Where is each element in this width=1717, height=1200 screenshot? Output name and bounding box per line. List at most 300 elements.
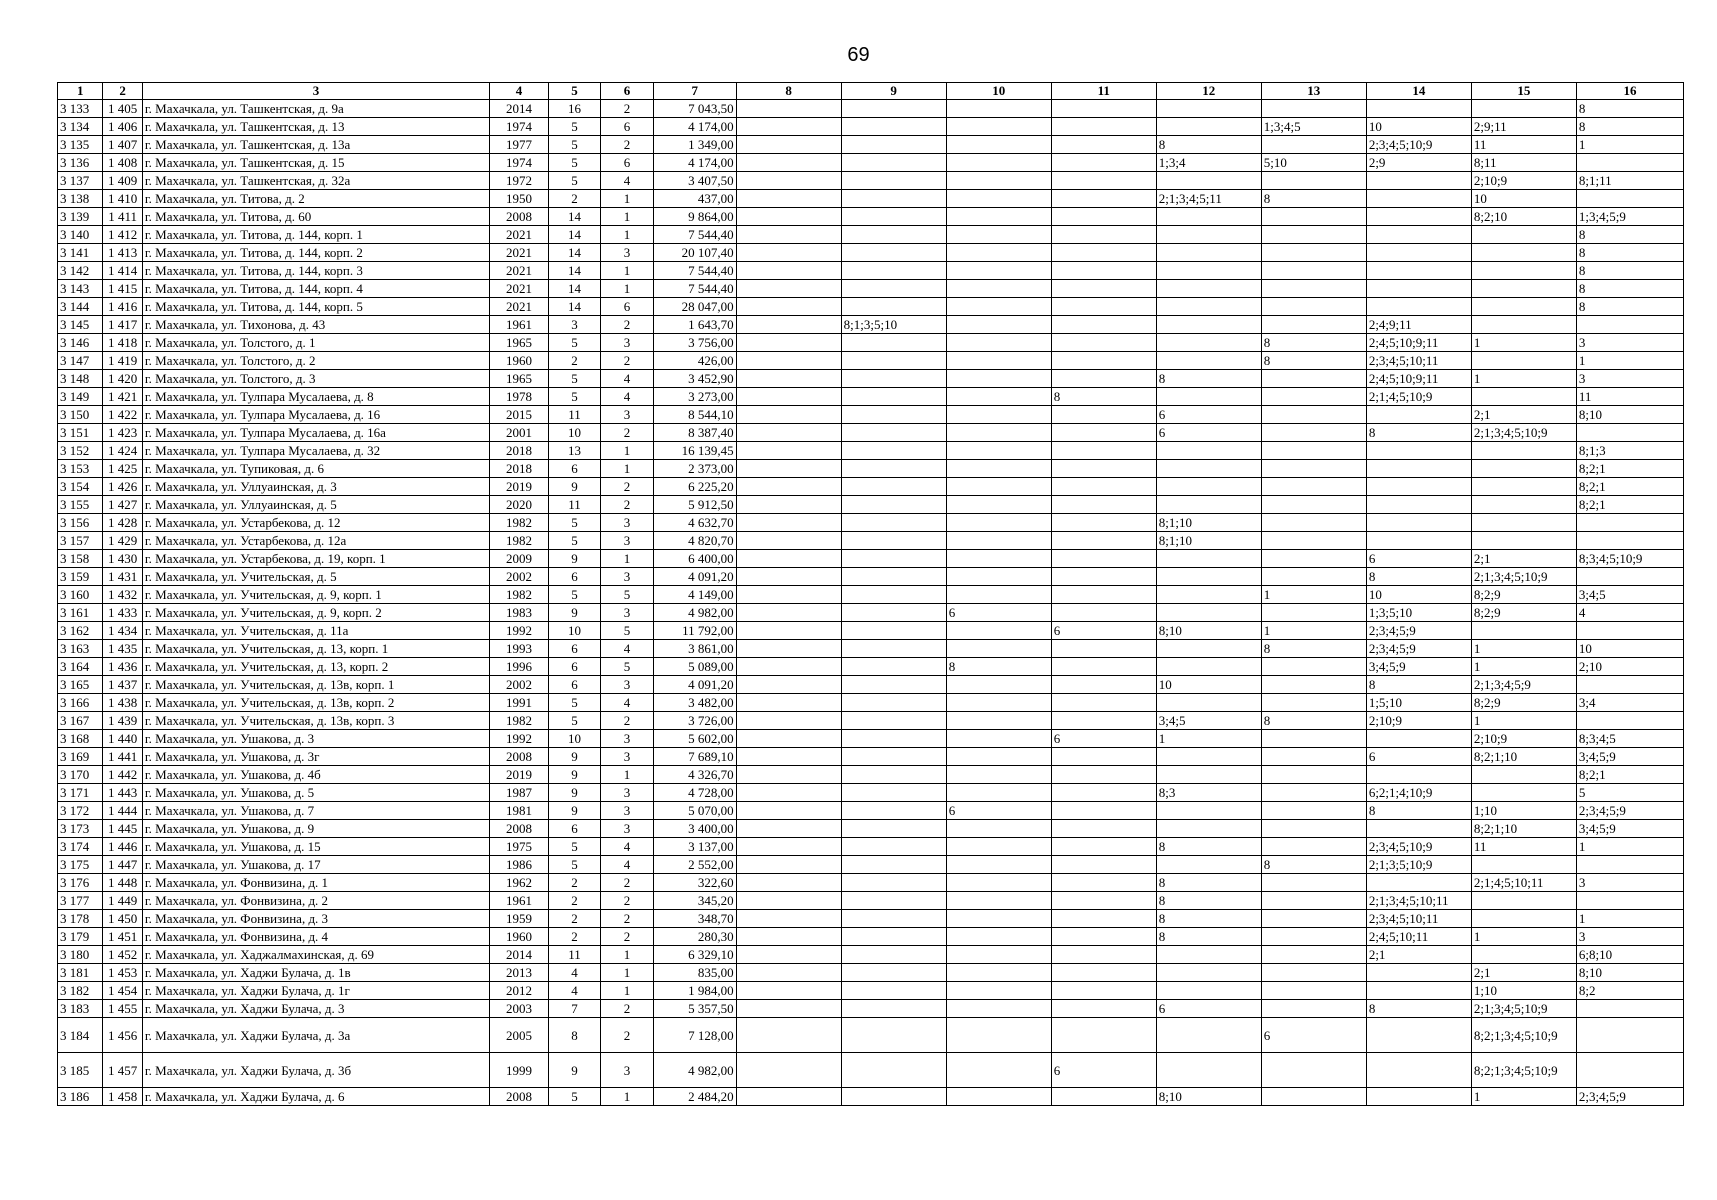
cell-col-4: 2019 bbox=[490, 478, 549, 496]
cell-col-16: 8;2;1 bbox=[1576, 766, 1683, 784]
cell-col-13: 8 bbox=[1261, 856, 1366, 874]
cell-col-4: 2008 bbox=[490, 820, 549, 838]
cell-col-16: 3 bbox=[1576, 928, 1683, 946]
table-row bbox=[58, 118, 1684, 136]
table-row bbox=[58, 1018, 1684, 1053]
cell-col-12 bbox=[1156, 694, 1261, 712]
cell-col-8 bbox=[736, 460, 841, 478]
cell-col-1: 3 152 bbox=[58, 442, 103, 460]
cell-col-11 bbox=[1051, 874, 1156, 892]
cell-col-16: 8;2;1 bbox=[1576, 478, 1683, 496]
cell-col-1: 3 154 bbox=[58, 478, 103, 496]
cell-col-16: 8 bbox=[1576, 244, 1683, 262]
cell-col-14 bbox=[1366, 820, 1471, 838]
cell-col-7: 7 544,40 bbox=[653, 280, 736, 298]
cell-col-10 bbox=[946, 460, 1051, 478]
cell-col-9 bbox=[841, 532, 946, 550]
cell-col-16: 1;3;4;5;9 bbox=[1576, 208, 1683, 226]
cell-col-11 bbox=[1051, 208, 1156, 226]
cell-col-2: 1 428 bbox=[103, 514, 142, 532]
cell-col-5: 14 bbox=[548, 280, 601, 298]
cell-col-14 bbox=[1366, 1088, 1471, 1106]
cell-col-16: 4 bbox=[1576, 604, 1683, 622]
cell-col-3: г. Махачкала, ул. Фонвизина, д. 2 bbox=[142, 892, 489, 910]
cell-col-10 bbox=[946, 928, 1051, 946]
cell-col-1: 3 151 bbox=[58, 424, 103, 442]
cell-col-6: 1 bbox=[601, 766, 654, 784]
cell-col-10 bbox=[946, 640, 1051, 658]
cell-col-12 bbox=[1156, 334, 1261, 352]
cell-col-11 bbox=[1051, 892, 1156, 910]
table-row bbox=[58, 820, 1684, 838]
cell-col-13 bbox=[1261, 514, 1366, 532]
cell-col-7: 3 407,50 bbox=[653, 172, 736, 190]
cell-col-3: г. Махачкала, ул. Ушакова, д. 3 bbox=[142, 730, 489, 748]
cell-col-3: г. Махачкала, ул. Устарбекова, д. 19, корп. 1 bbox=[142, 550, 489, 568]
cell-col-10 bbox=[946, 586, 1051, 604]
table-row bbox=[58, 532, 1684, 550]
cell-col-15 bbox=[1471, 226, 1576, 244]
cell-col-8 bbox=[736, 730, 841, 748]
cell-col-15: 1 bbox=[1471, 712, 1576, 730]
cell-col-1: 3 158 bbox=[58, 550, 103, 568]
cell-col-7: 4 149,00 bbox=[653, 586, 736, 604]
cell-col-3: г. Махачкала, ул. Уллуаинская, д. 5 bbox=[142, 496, 489, 514]
cell-col-5: 9 bbox=[548, 748, 601, 766]
cell-col-12: 10 bbox=[1156, 676, 1261, 694]
cell-col-16: 8;1;11 bbox=[1576, 172, 1683, 190]
table-row bbox=[58, 424, 1684, 442]
cell-col-8 bbox=[736, 856, 841, 874]
cell-col-6: 3 bbox=[601, 748, 654, 766]
cell-col-1: 3 185 bbox=[58, 1053, 103, 1088]
cell-col-9 bbox=[841, 190, 946, 208]
cell-col-7: 3 452,90 bbox=[653, 370, 736, 388]
cell-col-6: 1 bbox=[601, 550, 654, 568]
cell-col-9 bbox=[841, 298, 946, 316]
cell-col-2: 1 449 bbox=[103, 892, 142, 910]
cell-col-7: 7 544,40 bbox=[653, 226, 736, 244]
cell-col-2: 1 407 bbox=[103, 136, 142, 154]
cell-col-14 bbox=[1366, 982, 1471, 1000]
cell-col-9 bbox=[841, 406, 946, 424]
cell-col-15: 2;1;3;4;5;10;9 bbox=[1471, 568, 1576, 586]
table-row bbox=[58, 874, 1684, 892]
header-row bbox=[58, 83, 1684, 100]
cell-col-15: 1 bbox=[1471, 370, 1576, 388]
cell-col-14: 8 bbox=[1366, 676, 1471, 694]
cell-col-13 bbox=[1261, 298, 1366, 316]
cell-col-16: 1 bbox=[1576, 136, 1683, 154]
cell-col-9 bbox=[841, 946, 946, 964]
cell-col-9 bbox=[841, 172, 946, 190]
cell-col-5: 14 bbox=[548, 262, 601, 280]
cell-col-6: 1 bbox=[601, 964, 654, 982]
table-row bbox=[58, 316, 1684, 334]
cell-col-6: 5 bbox=[601, 658, 654, 676]
cell-col-4: 2018 bbox=[490, 442, 549, 460]
cell-col-14 bbox=[1366, 874, 1471, 892]
cell-col-8 bbox=[736, 784, 841, 802]
cell-col-2: 1 408 bbox=[103, 154, 142, 172]
cell-col-14 bbox=[1366, 766, 1471, 784]
cell-col-5: 5 bbox=[548, 694, 601, 712]
cell-col-14 bbox=[1366, 244, 1471, 262]
cell-col-7: 5 357,50 bbox=[653, 1000, 736, 1018]
cell-col-5: 4 bbox=[548, 964, 601, 982]
cell-col-16: 8;2 bbox=[1576, 982, 1683, 1000]
cell-col-2: 1 416 bbox=[103, 298, 142, 316]
cell-col-5: 5 bbox=[548, 712, 601, 730]
cell-col-9 bbox=[841, 730, 946, 748]
cell-col-1: 3 145 bbox=[58, 316, 103, 334]
cell-col-5: 5 bbox=[548, 514, 601, 532]
cell-col-1: 3 147 bbox=[58, 352, 103, 370]
table-row bbox=[58, 370, 1684, 388]
cell-col-11 bbox=[1051, 514, 1156, 532]
cell-col-8 bbox=[736, 172, 841, 190]
cell-col-14: 2;1;3;5;10;9 bbox=[1366, 856, 1471, 874]
cell-col-2: 1 439 bbox=[103, 712, 142, 730]
cell-col-7: 2 552,00 bbox=[653, 856, 736, 874]
cell-col-10 bbox=[946, 532, 1051, 550]
cell-col-11 bbox=[1051, 172, 1156, 190]
cell-col-15: 2;1;3;4;5;10;9 bbox=[1471, 424, 1576, 442]
cell-col-13 bbox=[1261, 280, 1366, 298]
cell-col-16 bbox=[1576, 568, 1683, 586]
cell-col-6: 4 bbox=[601, 838, 654, 856]
cell-col-2: 1 425 bbox=[103, 460, 142, 478]
cell-col-15: 8;2;1;3;4;5;10;9 bbox=[1471, 1018, 1576, 1053]
cell-col-14 bbox=[1366, 406, 1471, 424]
cell-col-1: 3 175 bbox=[58, 856, 103, 874]
cell-col-5: 9 bbox=[548, 478, 601, 496]
cell-col-9 bbox=[841, 1088, 946, 1106]
table-row bbox=[58, 658, 1684, 676]
cell-col-14: 2;3;4;5;9 bbox=[1366, 622, 1471, 640]
cell-col-7: 3 861,00 bbox=[653, 640, 736, 658]
table-row bbox=[58, 262, 1684, 280]
cell-col-15 bbox=[1471, 352, 1576, 370]
cell-col-3: г. Махачкала, ул. Уллуаинская, д. 3 bbox=[142, 478, 489, 496]
cell-col-14: 8 bbox=[1366, 1000, 1471, 1018]
cell-col-3: г. Махачкала, ул. Титова, д. 144, корп. 1 bbox=[142, 226, 489, 244]
table-row bbox=[58, 622, 1684, 640]
cell-col-16: 3;4 bbox=[1576, 694, 1683, 712]
cell-col-12 bbox=[1156, 442, 1261, 460]
cell-col-12 bbox=[1156, 352, 1261, 370]
cell-col-11 bbox=[1051, 460, 1156, 478]
cell-col-10 bbox=[946, 622, 1051, 640]
cell-col-11 bbox=[1051, 496, 1156, 514]
cell-col-14 bbox=[1366, 262, 1471, 280]
cell-col-1: 3 186 bbox=[58, 1088, 103, 1106]
cell-col-7: 11 792,00 bbox=[653, 622, 736, 640]
cell-col-12: 8 bbox=[1156, 838, 1261, 856]
cell-col-14 bbox=[1366, 1053, 1471, 1088]
cell-col-14: 6;2;1;4;10;9 bbox=[1366, 784, 1471, 802]
cell-col-10 bbox=[946, 226, 1051, 244]
cell-col-1: 3 161 bbox=[58, 604, 103, 622]
cell-col-2: 1 431 bbox=[103, 568, 142, 586]
cell-col-5: 9 bbox=[548, 784, 601, 802]
cell-col-7: 4 728,00 bbox=[653, 784, 736, 802]
cell-col-6: 3 bbox=[601, 784, 654, 802]
cell-col-11 bbox=[1051, 370, 1156, 388]
cell-col-16 bbox=[1576, 1018, 1683, 1053]
cell-col-9 bbox=[841, 856, 946, 874]
cell-col-16: 2;10 bbox=[1576, 658, 1683, 676]
cell-col-5: 16 bbox=[548, 100, 601, 118]
cell-col-8 bbox=[736, 928, 841, 946]
cell-col-4: 2021 bbox=[490, 298, 549, 316]
cell-col-3: г. Махачкала, ул. Тихонова, д. 43 bbox=[142, 316, 489, 334]
column-header-10: 10 bbox=[946, 83, 1051, 100]
table-row bbox=[58, 964, 1684, 982]
cell-col-11 bbox=[1051, 640, 1156, 658]
cell-col-9 bbox=[841, 118, 946, 136]
cell-col-6: 2 bbox=[601, 478, 654, 496]
cell-col-13: 1;3;4;5 bbox=[1261, 118, 1366, 136]
cell-col-16: 8 bbox=[1576, 298, 1683, 316]
cell-col-13 bbox=[1261, 532, 1366, 550]
cell-col-11 bbox=[1051, 820, 1156, 838]
cell-col-5: 6 bbox=[548, 676, 601, 694]
cell-col-9 bbox=[841, 766, 946, 784]
cell-col-3: г. Махачкала, ул. Учительская, д. 9, корп. 1 bbox=[142, 586, 489, 604]
cell-col-2: 1 441 bbox=[103, 748, 142, 766]
cell-col-6: 3 bbox=[601, 514, 654, 532]
cell-col-10 bbox=[946, 568, 1051, 586]
cell-col-3: г. Махачкала, ул. Толстого, д. 2 bbox=[142, 352, 489, 370]
cell-col-4: 1999 bbox=[490, 1053, 549, 1088]
cell-col-2: 1 448 bbox=[103, 874, 142, 892]
cell-col-15: 2;10;9 bbox=[1471, 730, 1576, 748]
cell-col-16: 8 bbox=[1576, 280, 1683, 298]
cell-col-8 bbox=[736, 550, 841, 568]
cell-col-3: г. Махачкала, ул. Титова, д. 144, корп. 5 bbox=[142, 298, 489, 316]
cell-col-10 bbox=[946, 100, 1051, 118]
cell-col-8 bbox=[736, 100, 841, 118]
cell-col-2: 1 443 bbox=[103, 784, 142, 802]
cell-col-10 bbox=[946, 190, 1051, 208]
cell-col-13 bbox=[1261, 262, 1366, 280]
cell-col-9 bbox=[841, 424, 946, 442]
cell-col-14 bbox=[1366, 172, 1471, 190]
cell-col-2: 1 457 bbox=[103, 1053, 142, 1088]
cell-col-1: 3 157 bbox=[58, 532, 103, 550]
cell-col-13 bbox=[1261, 838, 1366, 856]
table-row bbox=[58, 586, 1684, 604]
cell-col-11 bbox=[1051, 982, 1156, 1000]
cell-col-16 bbox=[1576, 892, 1683, 910]
table-row bbox=[58, 442, 1684, 460]
table-row bbox=[58, 190, 1684, 208]
cell-col-5: 9 bbox=[548, 766, 601, 784]
cell-col-4: 1987 bbox=[490, 784, 549, 802]
cell-col-7: 6 329,10 bbox=[653, 946, 736, 964]
cell-col-1: 3 149 bbox=[58, 388, 103, 406]
cell-col-5: 5 bbox=[548, 136, 601, 154]
cell-col-7: 9 864,00 bbox=[653, 208, 736, 226]
cell-col-2: 1 419 bbox=[103, 352, 142, 370]
table-row bbox=[58, 514, 1684, 532]
cell-col-5: 9 bbox=[548, 550, 601, 568]
column-header-13: 13 bbox=[1261, 83, 1366, 100]
cell-col-9 bbox=[841, 280, 946, 298]
cell-col-13: 1 bbox=[1261, 622, 1366, 640]
cell-col-15 bbox=[1471, 460, 1576, 478]
cell-col-5: 5 bbox=[548, 532, 601, 550]
cell-col-12 bbox=[1156, 172, 1261, 190]
cell-col-10 bbox=[946, 856, 1051, 874]
cell-col-11 bbox=[1051, 262, 1156, 280]
cell-col-13 bbox=[1261, 1053, 1366, 1088]
cell-col-16 bbox=[1576, 316, 1683, 334]
table-row bbox=[58, 568, 1684, 586]
cell-col-13 bbox=[1261, 748, 1366, 766]
cell-col-14 bbox=[1366, 478, 1471, 496]
cell-col-4: 1975 bbox=[490, 838, 549, 856]
cell-col-4: 2013 bbox=[490, 964, 549, 982]
cell-col-12 bbox=[1156, 226, 1261, 244]
cell-col-8 bbox=[736, 334, 841, 352]
cell-col-16: 8;3;4;5 bbox=[1576, 730, 1683, 748]
cell-col-12: 3;4;5 bbox=[1156, 712, 1261, 730]
cell-col-5: 6 bbox=[548, 568, 601, 586]
cell-col-14 bbox=[1366, 496, 1471, 514]
cell-col-15 bbox=[1471, 388, 1576, 406]
cell-col-15: 8;2;1;3;4;5;10;9 bbox=[1471, 1053, 1576, 1088]
column-header-9: 9 bbox=[841, 83, 946, 100]
cell-col-10 bbox=[946, 424, 1051, 442]
cell-col-9 bbox=[841, 478, 946, 496]
cell-col-12: 6 bbox=[1156, 1000, 1261, 1018]
table-row bbox=[58, 694, 1684, 712]
cell-col-2: 1 418 bbox=[103, 334, 142, 352]
cell-col-16: 8;2;1 bbox=[1576, 460, 1683, 478]
cell-col-6: 2 bbox=[601, 928, 654, 946]
cell-col-8 bbox=[736, 154, 841, 172]
cell-col-16: 11 bbox=[1576, 388, 1683, 406]
cell-col-1: 3 134 bbox=[58, 118, 103, 136]
cell-col-6: 3 bbox=[601, 406, 654, 424]
cell-col-3: г. Махачкала, ул. Хаджи Булача, д. 3а bbox=[142, 1018, 489, 1053]
cell-col-4: 1950 bbox=[490, 190, 549, 208]
cell-col-2: 1 442 bbox=[103, 766, 142, 784]
cell-col-4: 1978 bbox=[490, 388, 549, 406]
cell-col-14: 2;3;4;5;10;9 bbox=[1366, 136, 1471, 154]
cell-col-2: 1 437 bbox=[103, 676, 142, 694]
cell-col-12: 8 bbox=[1156, 370, 1261, 388]
table-row bbox=[58, 1000, 1684, 1018]
cell-col-14 bbox=[1366, 532, 1471, 550]
cell-col-4: 1986 bbox=[490, 856, 549, 874]
cell-col-7: 4 174,00 bbox=[653, 118, 736, 136]
cell-col-2: 1 413 bbox=[103, 244, 142, 262]
cell-col-5: 2 bbox=[548, 892, 601, 910]
cell-col-15: 8;2;10 bbox=[1471, 208, 1576, 226]
cell-col-1: 3 146 bbox=[58, 334, 103, 352]
cell-col-2: 1 427 bbox=[103, 496, 142, 514]
cell-col-15 bbox=[1471, 442, 1576, 460]
cell-col-12 bbox=[1156, 586, 1261, 604]
cell-col-11 bbox=[1051, 244, 1156, 262]
cell-col-13 bbox=[1261, 424, 1366, 442]
table-row bbox=[58, 478, 1684, 496]
cell-col-1: 3 156 bbox=[58, 514, 103, 532]
cell-col-14: 8 bbox=[1366, 802, 1471, 820]
cell-col-7: 2 373,00 bbox=[653, 460, 736, 478]
table-row bbox=[58, 946, 1684, 964]
cell-col-13 bbox=[1261, 550, 1366, 568]
cell-col-6: 1 bbox=[601, 280, 654, 298]
cell-col-1: 3 168 bbox=[58, 730, 103, 748]
cell-col-1: 3 160 bbox=[58, 586, 103, 604]
cell-col-3: г. Махачкала, ул. Ташкентская, д. 9а bbox=[142, 100, 489, 118]
cell-col-14: 2;4;9;11 bbox=[1366, 316, 1471, 334]
cell-col-9 bbox=[841, 514, 946, 532]
cell-col-15: 2;9;11 bbox=[1471, 118, 1576, 136]
table-body bbox=[58, 100, 1684, 1106]
cell-col-12: 8;1;10 bbox=[1156, 532, 1261, 550]
cell-col-5: 2 bbox=[548, 352, 601, 370]
cell-col-11 bbox=[1051, 100, 1156, 118]
cell-col-8 bbox=[736, 892, 841, 910]
cell-col-8 bbox=[736, 208, 841, 226]
cell-col-10 bbox=[946, 1018, 1051, 1053]
cell-col-12 bbox=[1156, 748, 1261, 766]
cell-col-13 bbox=[1261, 316, 1366, 334]
cell-col-4: 2001 bbox=[490, 424, 549, 442]
cell-col-8 bbox=[736, 262, 841, 280]
cell-col-14 bbox=[1366, 460, 1471, 478]
cell-col-12: 6 bbox=[1156, 424, 1261, 442]
cell-col-12 bbox=[1156, 280, 1261, 298]
cell-col-12 bbox=[1156, 766, 1261, 784]
column-header-2: 2 bbox=[103, 83, 142, 100]
cell-col-14: 2;4;5;10;9;11 bbox=[1366, 370, 1471, 388]
cell-col-13: 8 bbox=[1261, 712, 1366, 730]
cell-col-9 bbox=[841, 640, 946, 658]
cell-col-1: 3 135 bbox=[58, 136, 103, 154]
cell-col-3: г. Махачкала, ул. Титова, д. 2 bbox=[142, 190, 489, 208]
cell-col-4: 2009 bbox=[490, 550, 549, 568]
table-row bbox=[58, 460, 1684, 478]
cell-col-7: 1 984,00 bbox=[653, 982, 736, 1000]
cell-col-6: 5 bbox=[601, 586, 654, 604]
table-row bbox=[58, 280, 1684, 298]
cell-col-14 bbox=[1366, 100, 1471, 118]
cell-col-6: 1 bbox=[601, 442, 654, 460]
cell-col-9 bbox=[841, 1018, 946, 1053]
table-row bbox=[58, 676, 1684, 694]
cell-col-9 bbox=[841, 100, 946, 118]
cell-col-2: 1 446 bbox=[103, 838, 142, 856]
cell-col-7: 5 912,50 bbox=[653, 496, 736, 514]
cell-col-2: 1 422 bbox=[103, 406, 142, 424]
cell-col-6: 2 bbox=[601, 712, 654, 730]
cell-col-14 bbox=[1366, 514, 1471, 532]
cell-col-11 bbox=[1051, 910, 1156, 928]
cell-col-4: 1961 bbox=[490, 892, 549, 910]
cell-col-13 bbox=[1261, 964, 1366, 982]
cell-col-8 bbox=[736, 478, 841, 496]
cell-col-11 bbox=[1051, 478, 1156, 496]
cell-col-12: 8 bbox=[1156, 136, 1261, 154]
cell-col-9 bbox=[841, 1000, 946, 1018]
cell-col-7: 5 089,00 bbox=[653, 658, 736, 676]
